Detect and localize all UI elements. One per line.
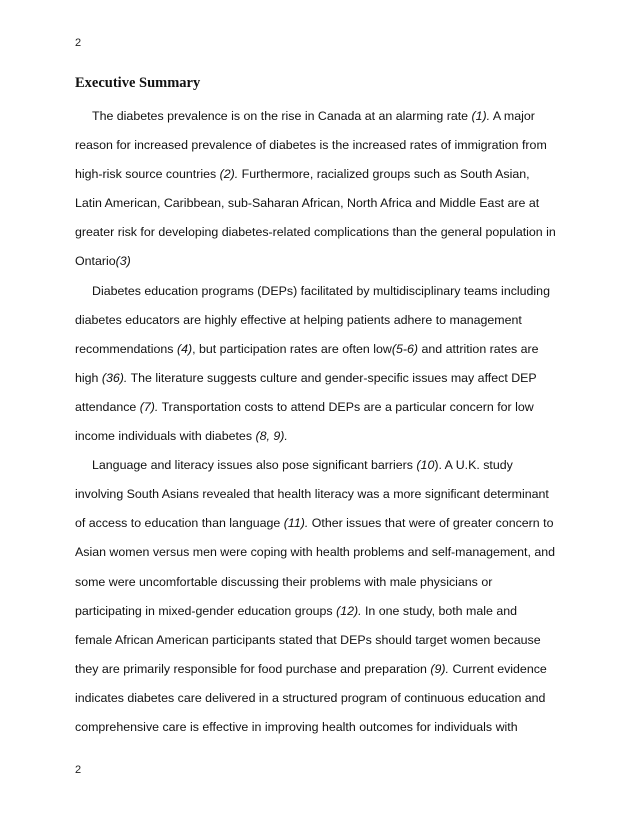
citation: (36). xyxy=(101,370,128,385)
text-line: reason for increased prevalence of diabetes is the increased rates of immigration from xyxy=(75,138,547,153)
citation: (5-6) xyxy=(391,341,419,356)
citation: (8, 9). xyxy=(255,429,288,444)
text-line: recommendations (4), but participation rates are often low(5-6) and attrition rates are xyxy=(75,341,539,356)
text-line: comprehensive care is effective in improving health outcomes for individuals with xyxy=(75,719,518,734)
text-line: Ontario(3) xyxy=(75,254,131,269)
text-line: participating in mixed-gender education groups (12). In one study, both male and xyxy=(75,603,517,618)
text-line: high-risk source countries (2). Furthermore, racialized groups such as South Asian, xyxy=(75,167,530,182)
text-line: attendance (7). Transportation costs to attend DEPs are a particular concern for low xyxy=(75,399,534,414)
text-line: Asian women versus men were coping with health problems and self-management, and xyxy=(75,545,556,560)
page-number-top: 2 xyxy=(75,37,82,49)
text-line: Latin American, Caribbean, sub-Saharan African, North Africa and Middle East are at xyxy=(75,196,540,211)
citation: (11). xyxy=(283,516,309,531)
body-text xyxy=(75,102,568,742)
text-line: diabetes educators are highly effective at helping patients adhere to management xyxy=(75,312,522,327)
page-number-bottom: 2 xyxy=(75,764,82,776)
text-line: of access to education than language (11). Other issues that were of greater concern to xyxy=(75,516,554,531)
citation: (10 xyxy=(416,458,435,473)
text-line: some were uncomfortable discussing their problems with male physicians or xyxy=(75,574,493,589)
paragraph xyxy=(75,102,568,277)
text-line: The diabetes prevalence is on the rise in Canada at an alarming rate (1). A major xyxy=(92,109,535,123)
text-line: Language and literacy issues also pose significant barriers (10). A U.K. study xyxy=(92,458,513,473)
citation: (2). xyxy=(219,167,239,182)
citation: (9). xyxy=(430,661,449,676)
text-line: female African American participants stated that DEPs should target women because xyxy=(75,632,541,647)
text-line: involving South Asians revealed that health literacy was a more significant determinant xyxy=(75,487,549,502)
citation: (3) xyxy=(115,254,131,269)
citation: (7). xyxy=(139,399,159,414)
section-heading: Executive Summary xyxy=(75,75,201,91)
citation: (12). xyxy=(336,603,362,618)
paragraph xyxy=(75,277,568,452)
text-line: income individuals with diabetes (8, 9). xyxy=(75,429,288,444)
text-line: Diabetes education programs (DEPs) facilitated by multidisciplinary teams including xyxy=(92,283,550,298)
text-line: greater risk for developing diabetes-related complications than the general population in xyxy=(75,225,556,240)
citation: (4) xyxy=(176,341,193,356)
citation: (1). xyxy=(471,109,491,123)
text-line: high (36). The literature suggests culture and gender-specific issues may affect DEP xyxy=(75,370,537,385)
text-line: they are primarily responsible for food purchase and preparation (9). Current evidence xyxy=(75,661,547,676)
paragraph xyxy=(75,451,568,742)
text-line: indicates diabetes care delivered in a structured program of continuous education and xyxy=(75,690,546,705)
